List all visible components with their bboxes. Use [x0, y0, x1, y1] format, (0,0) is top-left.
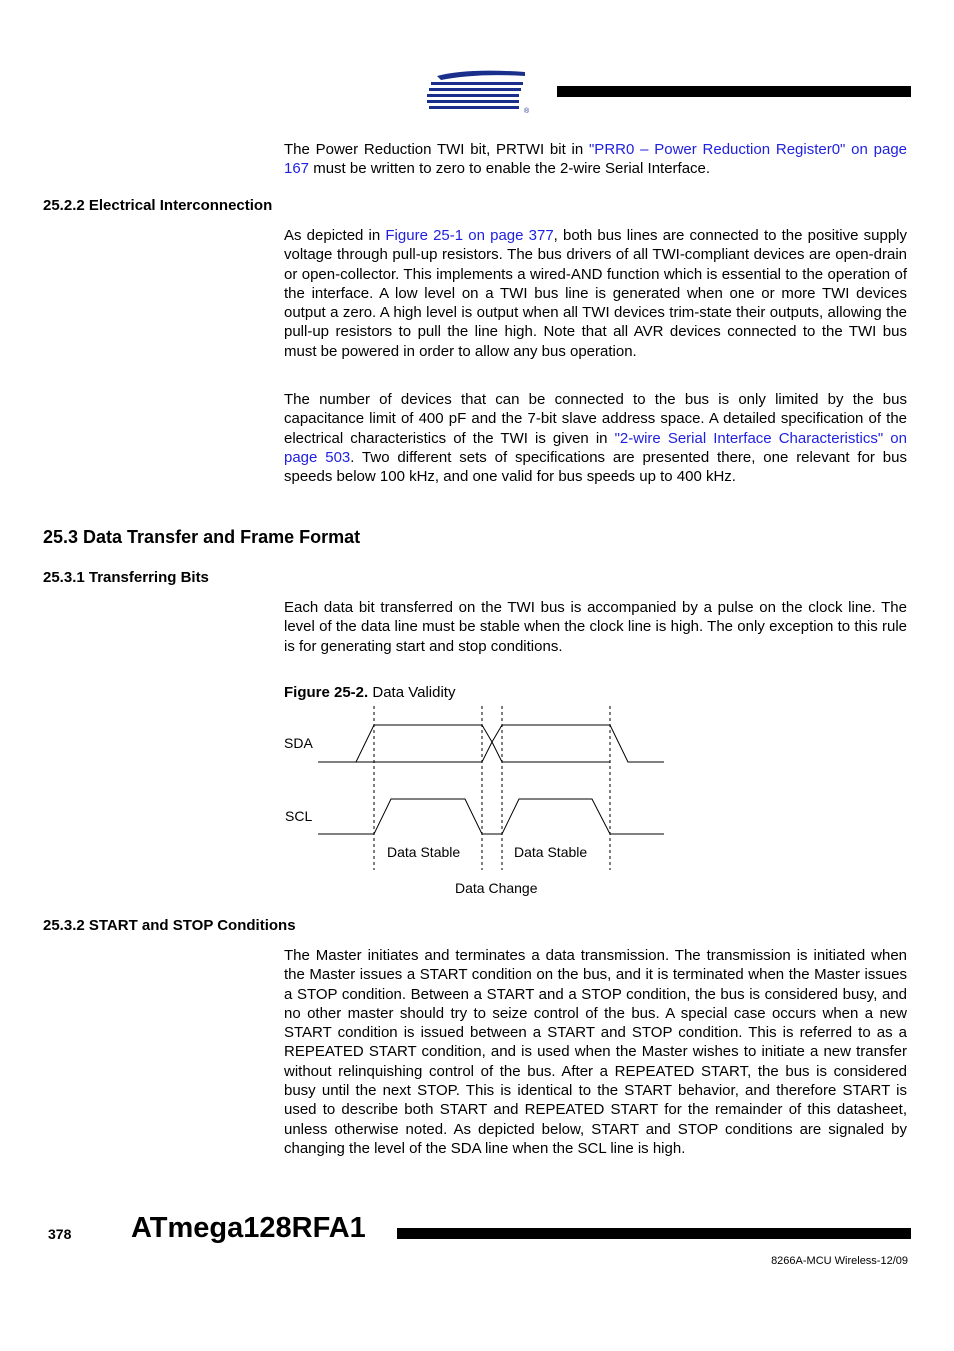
- data-stable-label-2: Data Stable: [514, 844, 588, 860]
- paragraph-device-count: [284, 390, 907, 486]
- atmel-logo: [427, 68, 529, 114]
- sda-waveform-high: [356, 742, 610, 762]
- figure-title: Data Validity: [368, 684, 456, 701]
- link-figure-25-1[interactable]: Figure 25-1 on page 377: [385, 227, 554, 244]
- text: . Two different sets of specifications are presented there, one relevant for bus speeds below 100 kHz, and one valid for bus speeds up to 400 kHz.: [284, 448, 907, 486]
- heading-25-3-2: 25.3.2 START and STOP Conditions: [43, 917, 296, 934]
- data-stable-label-1: Data Stable: [387, 844, 461, 860]
- text: The number of devices that can be connected to the bus is only limited by the bus capacitance limit of 400 pF and the 7-bit slave address space. A detailed specification of the electrical characteristics of the TWI is given in: [284, 391, 907, 447]
- text: must be written to zero to enable the 2-wire Serial Interface.: [309, 160, 711, 178]
- data-change-label: Data Change: [455, 880, 538, 896]
- document-title: ATmega128RFA1: [131, 1212, 366, 1244]
- paragraph-start-stop: The Master initiates and terminates a data transmission. The transmission is initiated when the Master issues a START condition on the bus, and it is terminated when the Master issues a STOP condition. Between a START and a STOP condition, the bus is considered busy, and no other master should try to seize control of the bus. A special case occurs when a new START condition is issued between a START and STOP condition. This is referred to as a REPEATED START condition, and is used when the Master wishes to initiate a new transfer without relinquishing control of the bus. After a REPEATED START, the bus is considered busy until the next STOP. This is identical to the START behavior, and therefore START is used to describe both START and REPEATED START for the remainder of this datasheet, unless otherwise noted. As depicted below, START and STOP conditions are signaled by changing the level of the SDA line when the SCL line is high.: [284, 947, 907, 1157]
- scl-label: SCL: [285, 808, 313, 824]
- link-2wire-characteristics[interactable]: "2-wire Serial Interface Characteristics" on page 503: [284, 429, 907, 466]
- data-validity-diagram: [280, 700, 680, 900]
- document-id: 8266A-MCU Wireless-12/09: [771, 1255, 908, 1267]
- scl-waveform: [318, 799, 664, 834]
- svg-text:®: ®: [524, 108, 529, 114]
- paragraph-transferring-bits: Each data bit transferred on the TWI bus is accompanied by a pulse on the clock line. The level of the data line must be stable when the clock line is high. The only exception to this rule is for generating start and stop conditions.: [284, 599, 907, 655]
- figure-caption: [284, 684, 455, 701]
- footer-rule: [397, 1228, 911, 1239]
- link-prr0[interactable]: "PRR0 – Power Reduction Register0" on page 167: [284, 141, 908, 178]
- heading-25-3: 25.3 Data Transfer and Frame Format: [43, 527, 361, 547]
- text: , both bus lines are connected to the positive supply voltage through pull-up resistors. The bus drivers of all TWI-compliant devices are open-drain or open-collector. This implements a wired-AND function which is essential to the operation of the interface. A low level on a TWI bus line is generated when one or more TWI devices output a zero. A high level is output when all TWI devices trim-state their outputs, allowing the pull-up resistors to pull the line high. Note that all AVR devices connected to the TWI bus must be powered in order to allow any bus operation.: [284, 227, 908, 360]
- figure-label: Figure 25-2.: [284, 684, 369, 701]
- text: As depicted in: [284, 227, 386, 244]
- paragraph-prtwi: [284, 140, 907, 179]
- heading-25-3-1: 25.3.1 Transferring Bits: [43, 569, 209, 586]
- paragraph-electrical: [284, 226, 907, 361]
- text: The Power Reduction TWI bit, PRTWI bit in: [284, 141, 589, 158]
- page-number: 378: [48, 1226, 72, 1242]
- header-rule: [557, 86, 911, 97]
- heading-25-2-2: 25.2.2 Electrical Interconnection: [43, 197, 273, 214]
- sda-label: SDA: [284, 735, 313, 751]
